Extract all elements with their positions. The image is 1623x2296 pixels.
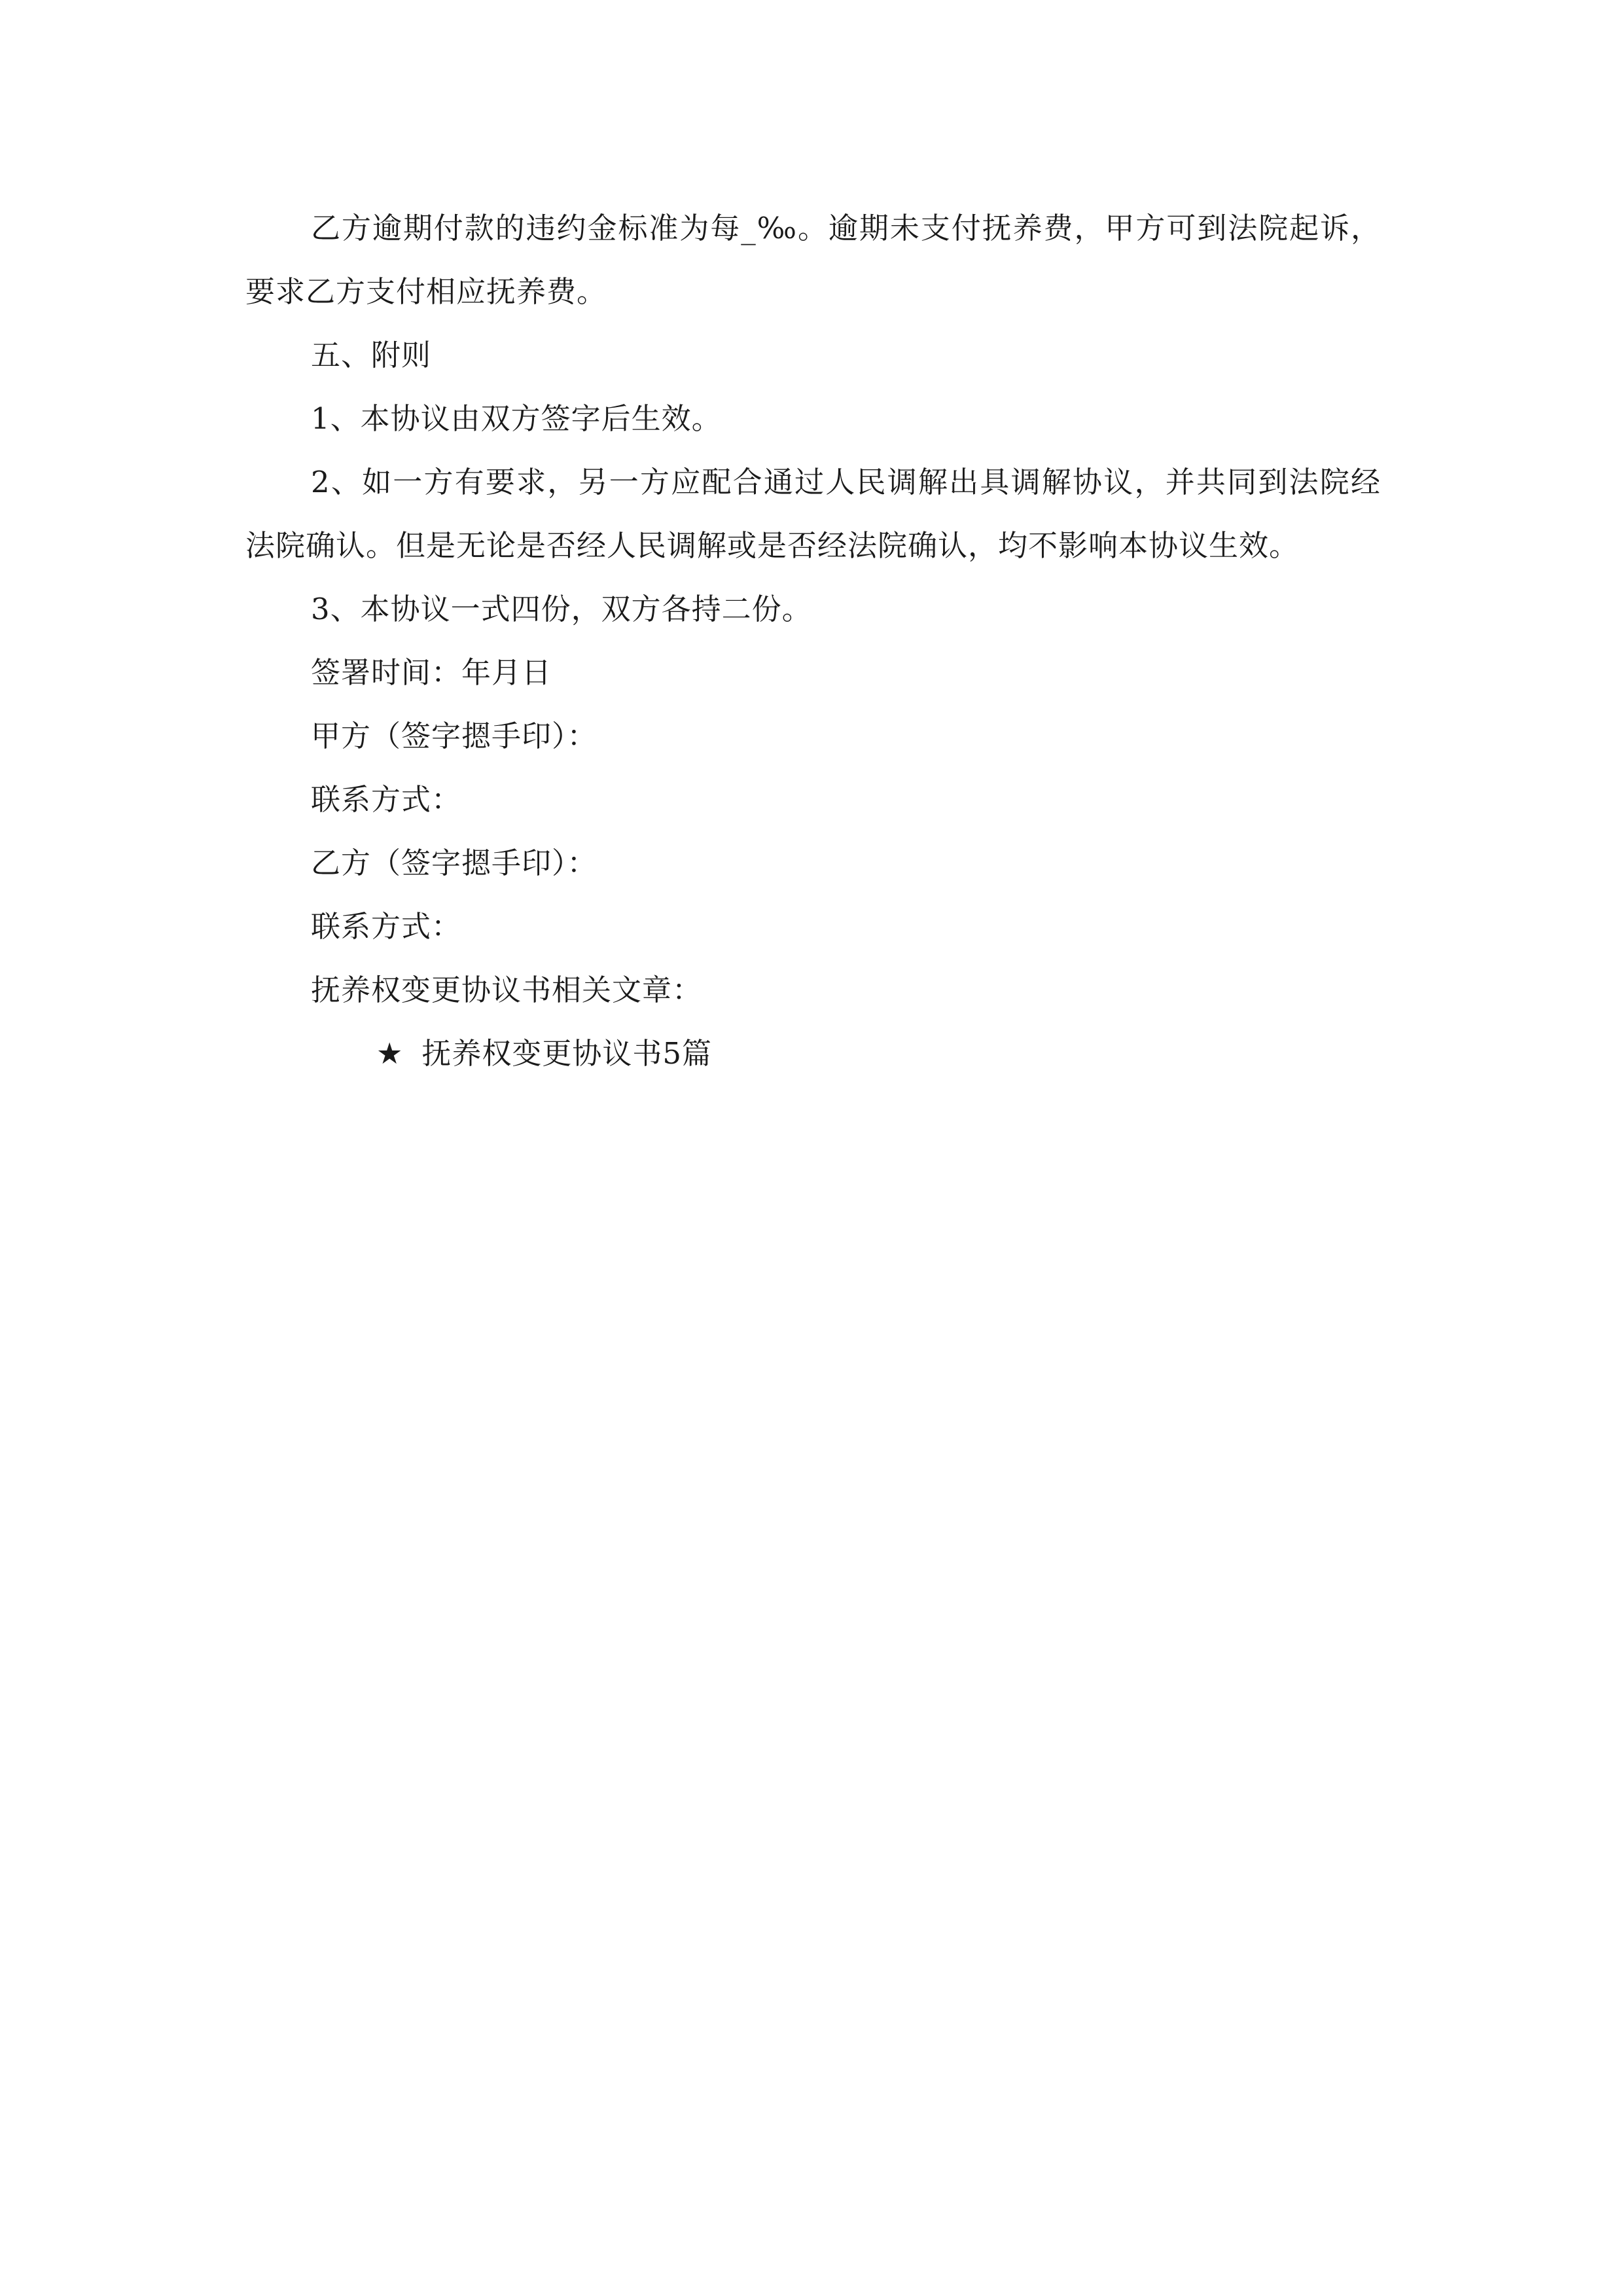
section-heading-appendix: 五、附则 (311, 338, 432, 372)
clause-3: 3、本协议一式四份，双方各持二份。 (311, 592, 812, 626)
document-body (245, 196, 1381, 1085)
party-a-contact: 联系方式： (311, 782, 462, 817)
related-article-label[interactable]: 抚养权变更协议书5篇 (421, 1036, 712, 1071)
clause-1: 1、本协议由双方签字后生效。 (311, 401, 722, 436)
related-articles-heading: 抚养权变更协议书相关文章： (311, 973, 703, 1007)
penalty-clause: 乙方逾期付款的违约金标准为每_‰。逾期未支付抚养费，甲方可到法院起诉，要求乙方支付相应抚养费。 (245, 211, 1381, 309)
signing-date: 签署时间：年月日 (311, 655, 552, 690)
related-article-link[interactable] (245, 1022, 1381, 1085)
star-icon: ★ (376, 1036, 404, 1071)
party-b-contact: 联系方式： (311, 909, 462, 944)
party-b-signature: 乙方（签字摁手印）： (311, 846, 597, 880)
party-a-signature: 甲方（签字摁手印）： (311, 719, 597, 753)
clause-2: 2、如一方有要求，另一方应配合通过人民调解出具调解协议，并共同到法院经法院确认。但是无论是否经人民调解或是否经法院确认，均不影响本协议生效。 (245, 465, 1381, 563)
